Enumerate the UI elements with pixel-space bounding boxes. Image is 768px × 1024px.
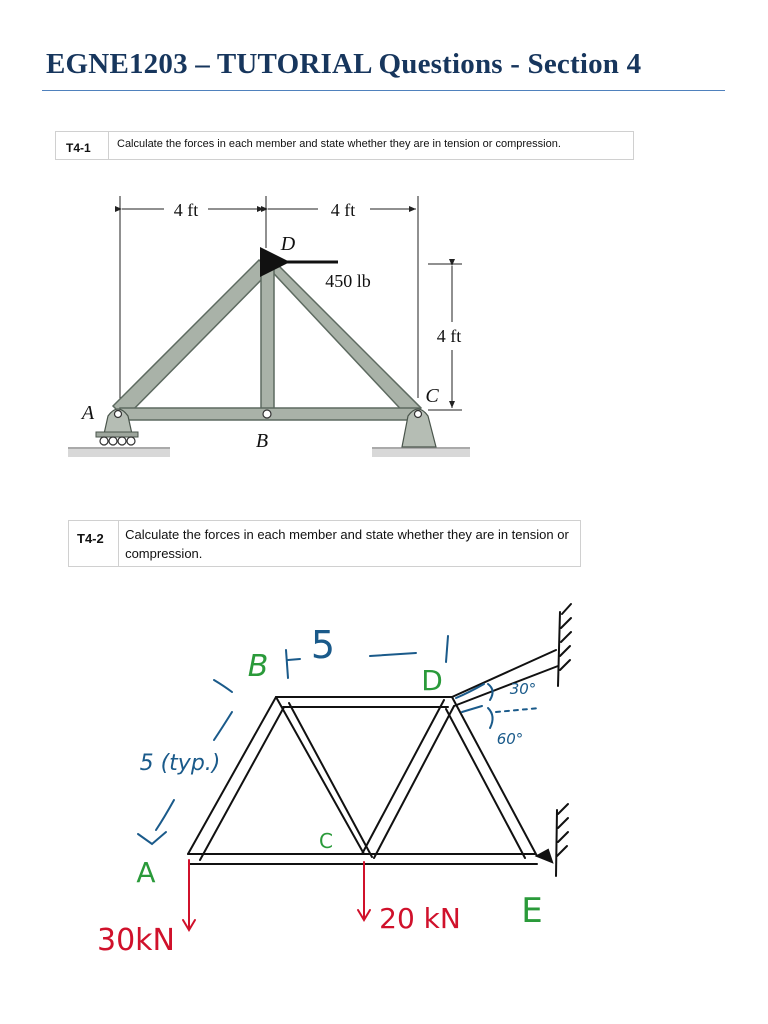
joint-label-c: C — [425, 385, 439, 407]
question-id: T4-2 — [77, 531, 104, 546]
dim-height-label: 4 ft — [436, 326, 462, 346]
load-arrows-sketch — [183, 860, 370, 930]
load-label: 450 lb — [325, 271, 371, 291]
question-id: T4-1 — [66, 141, 91, 155]
angle-30-label: 30° — [509, 680, 537, 698]
question-text: Calculate the forces in each member and state whether they are in tension or compression. — [118, 521, 580, 566]
question-text: Calculate the forces in each member and state whether they are in tension or compression. — [108, 132, 561, 159]
truss-members-sketch — [188, 697, 537, 864]
joint-label-a: A — [81, 402, 95, 424]
dim-right-label: 4 ft — [330, 200, 356, 220]
dimension-lines-sketch — [138, 636, 540, 844]
dim-side-label: 5 (typ.) — [139, 751, 221, 776]
joint-label-b: B — [247, 649, 269, 684]
angle-60-label: 60° — [496, 730, 524, 748]
page-title: EGNE1203 – TUTORIAL Questions - Section 4 — [46, 48, 642, 80]
load-left-label: 30kN — [97, 923, 175, 958]
joint-label-e: E — [521, 891, 543, 931]
joint-label-d: D — [280, 233, 296, 255]
joint-label-c: C — [319, 829, 333, 853]
dim-top-label: 5 — [310, 623, 336, 667]
dim-left-label: 4 ft — [173, 200, 199, 220]
joint-label-d: D — [421, 664, 443, 697]
joint-label-b: B — [255, 430, 269, 452]
load-right-label: 20 kN — [379, 902, 461, 935]
joint-label-a: A — [136, 856, 156, 889]
